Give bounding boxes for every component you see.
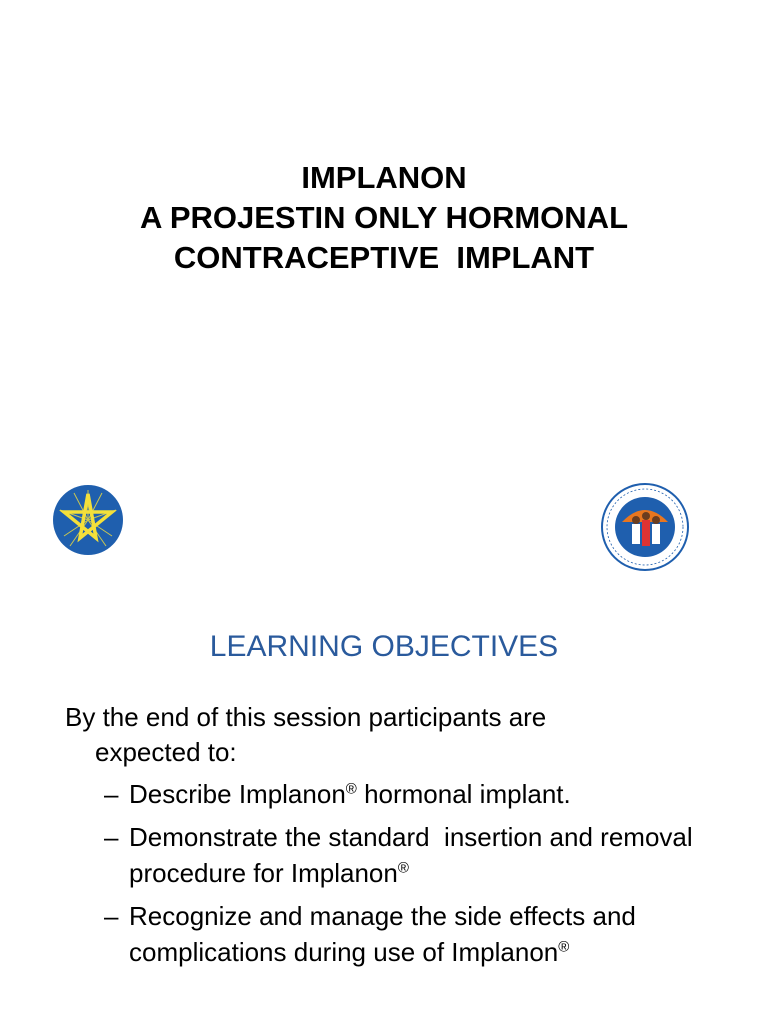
title-line-1: IMPLANON bbox=[301, 160, 467, 195]
intro-line-1: By the end of this session participants are bbox=[65, 702, 547, 732]
registered-mark: ® bbox=[397, 859, 409, 877]
bullet-dash: – bbox=[104, 901, 119, 931]
list-item bbox=[104, 898, 744, 970]
title-line-3: CONTRACEPTIVE IMPLANT bbox=[173, 240, 595, 275]
slide-title-text bbox=[0, 158, 768, 278]
ethiopia-star-emblem-icon bbox=[52, 484, 124, 556]
bullet-dash: – bbox=[104, 779, 119, 809]
bullet-dash: – bbox=[104, 822, 119, 852]
family-guidance-seal-icon bbox=[600, 482, 690, 572]
bullet-text: Demonstrate the standard insertion and removal procedure for Implanon bbox=[129, 822, 700, 888]
objectives-heading: LEARNING OBJECTIVES bbox=[209, 630, 559, 663]
intro-line-2: expected to: bbox=[95, 737, 237, 767]
registered-mark: ® bbox=[558, 938, 570, 956]
registered-mark: ® bbox=[345, 780, 357, 798]
bullet-suffix: hormonal implant. bbox=[356, 779, 571, 809]
intro-text bbox=[65, 700, 745, 770]
bullet-text: Describe Implanon bbox=[129, 779, 346, 809]
list-item bbox=[104, 819, 744, 891]
title-line-2: A PROJESTIN ONLY HORMONAL bbox=[139, 200, 629, 235]
bullet-text: Recognize and manage the side effects and complications during use of Implanon bbox=[129, 901, 636, 967]
list-item bbox=[104, 776, 744, 812]
objectives-list bbox=[104, 776, 744, 977]
